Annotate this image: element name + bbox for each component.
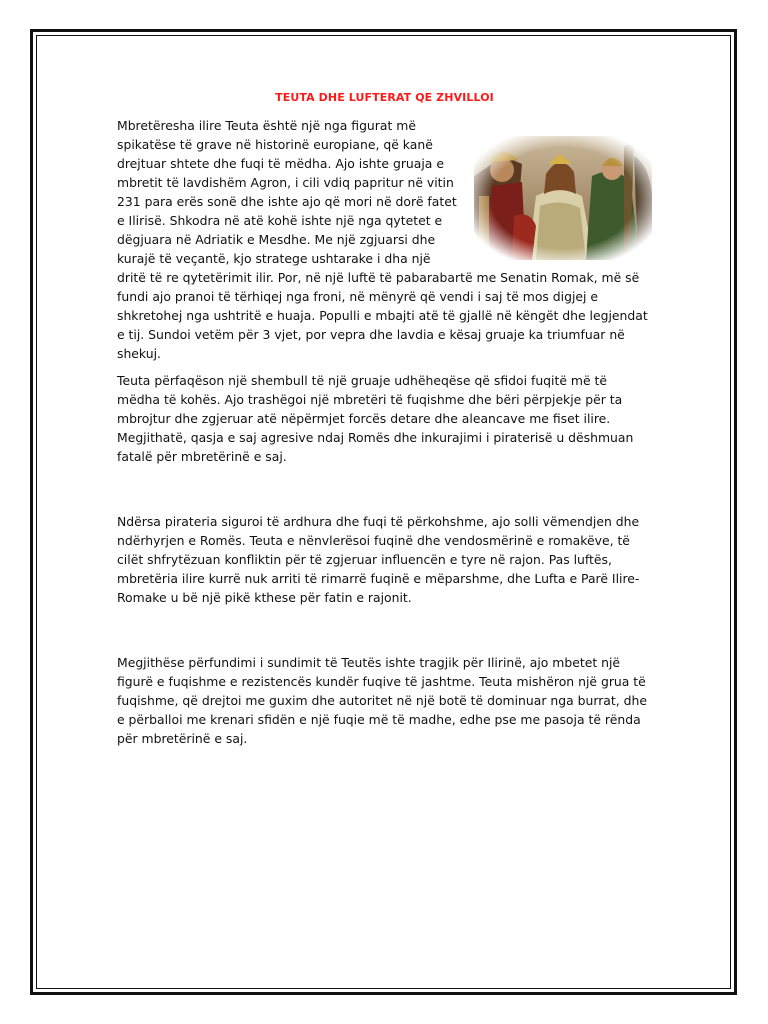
paragraph-leadership: Teuta përfaqëson një shembull të një gruaje udhëheqëse që sfidoi fuqitë më të mëdha të kohës. Ajo trashëgoi një mbretëri të fuqishme dhe bëri përpjekje për ta mbrojtur dhe zgjeruar atë nëpërmjet forcës detare dhe aleancave me fiset ilire. Megjithatë, qasja e saj agresive ndaj Romës dhe inkurajimi i piraterisë u dëshmuan fatalë për mbretërinë e saj. — [117, 373, 634, 464]
paragraph-piracy: Ndërsa pirateria siguroi të ardhura dhe fuqi të përkohshme, ajo solli vëmendjen dhe ndërhyrjen e Romës. Teuta e nënvlerësoi fuqinë dhe vendosmërinë e romakëve, të cilët shfrytëzuan konfliktin për të zgjeruar influencën e tyre në rajon. Pas luftës, mbretëria ilire kurrë nuk arriti të rimarrë fuqinë e mëparshme, dhe Lufta e Parë Ilire-Romake u bë një pikë kthese për fatin e rajonit. — [117, 514, 640, 605]
queen-teuta-illustration — [474, 136, 652, 260]
paragraph-intro: Mbretëresha ilire Teuta është një nga figurat më spikatëse të grave në historinë europiane, që kanë drejtuar shtete dhe fuqi të mëdha. Ajo ishte gruaja e mbretit të lavdishëm Agron, i cili vdiq papritur në vitin 231 para erës sonë dhe ishte ajo që mori në dorë fatet e Ilirisë. Shkodra në atë kohë ishte një nga qytetet e dëgjuara në Adriatik e Mesdhe. Me një zgjuarsi dhe kurajë të veçantë, kjo stratege ushtarake i dha një dritë të re qytetërimit ilir. Por, në një luftë të pabarabartë me Senatin Romak, më së fundi ajo pranoi të tërhiqej nga froni, në mënyrë që vendi i saj të mos digjej e shkretohej nga ushtritë e huaja. Populli e mbajti atë të gjallë në këngët dhe legjendat e tij. Sundoi vetëm për 3 vjet, por vepra dhe lavdia e kësaj gruaje ka triumfuar në shekuj. — [117, 118, 648, 361]
document-title: TEUTA DHE LUFTERAT QE ZHVILLOI — [275, 91, 494, 104]
teuta-painting-image — [474, 136, 652, 260]
document-body — [117, 88, 652, 748]
paragraph-legacy: Megjithëse përfundimi i sundimit të Teutës ishte tragjik për Ilirinë, ajo mbetet një figurë e fuqishme e rezistencës kundër fuqive të jashtme. Teuta mishëron një grua të fuqishme, që drejtoi me guxim dhe autoritet në një botë të dominuar nga burrat, dhe e përballoi me krenari sfidën e një fuqie më të madhe, edhe pse me pasoja të rënda për mbretërinë e saj. — [117, 655, 647, 746]
